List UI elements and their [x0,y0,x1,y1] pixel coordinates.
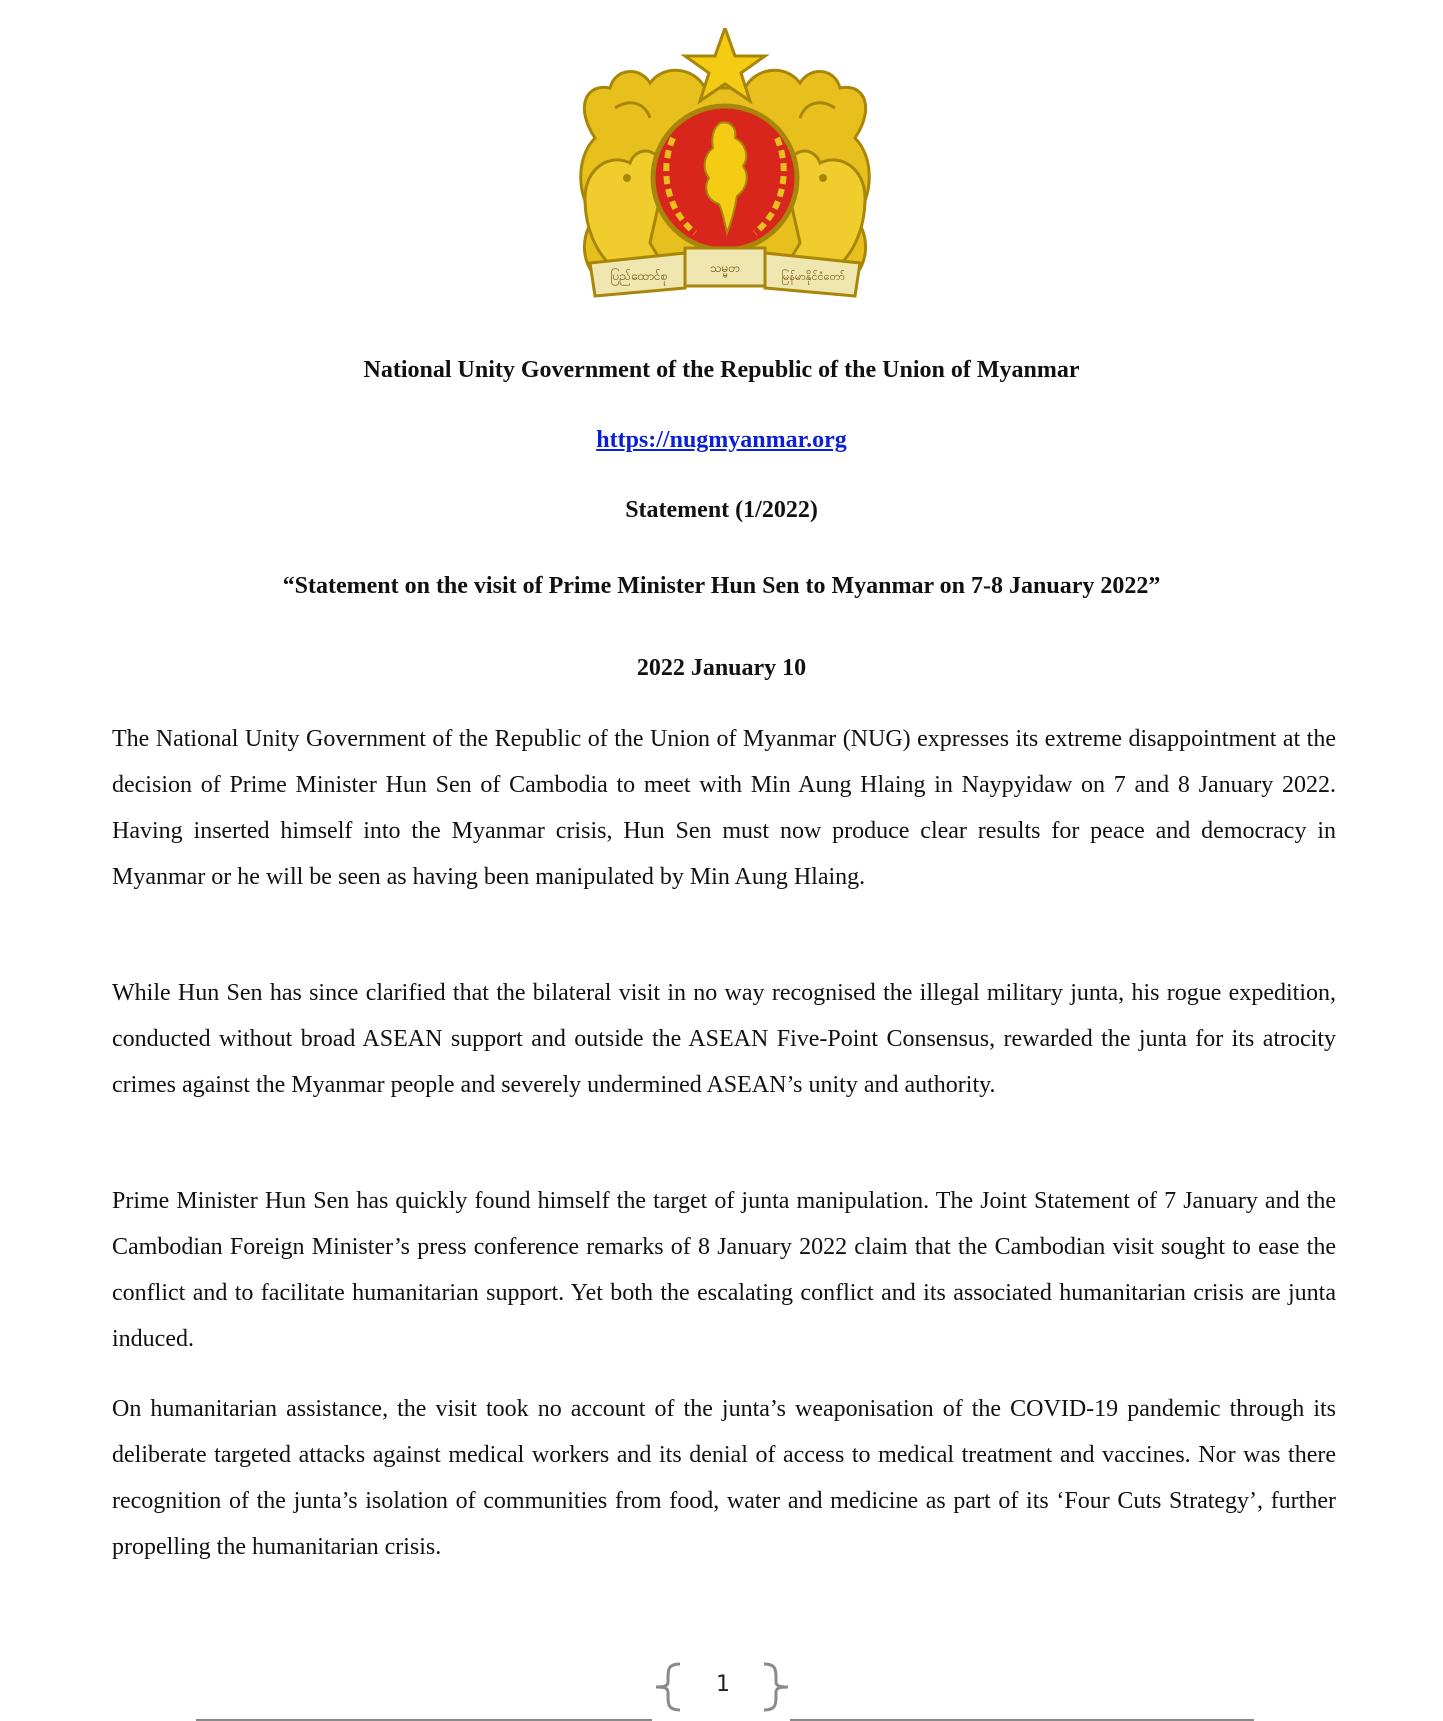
page-number: 1 [716,1672,730,1697]
statement-number: Statement (1/2022) [625,497,818,523]
statement-date: 2022 January 10 [636,655,807,681]
emblem-motto-center: သမ္မတ [709,261,741,275]
organization-name: National Unity Government of the Republic of the Union of Myanmar [363,357,1080,383]
website-link-container [0,425,1443,455]
emblem-motto-left: ပြည်ထောင်စု [610,269,668,283]
state-emblem [555,28,895,318]
body-paragraph: Prime Minister Hun Sen has quickly found himself the target of junta manipulation. The Joint Statement of 7 January and the Cambodian Foreign Minister’s press conference remarks of 8 January 2022 claim that the Cambodian visit sought to ease the conflict and to facilitate humanitarian support. Yet both the escalating conflict and its associated humanitarian crisis are junta induced. [112,1188,1336,1352]
website-link[interactable]: https://nugmyanmar.org [596,427,847,453]
body-paragraph: On humanitarian assistance, the visit took no account of the junta’s weaponisation of the COVID-19 pandemic through its deliberate targeted attacks against medical workers and its denial of access to medical treatment and vaccines. Nor was there recognition of the junta’s isolation of communities from food, water and medicine as part of its ‘Four Cuts Strategy’, further propelling the humanitarian crisis. [112,1396,1336,1560]
statement-title: “Statement on the visit of Prime Minister Hun Sen to Myanmar on 7-8 January 2022” [282,573,1161,599]
body-paragraph: The National Unity Government of the Republic of the Union of Myanmar (NUG) expresses its extreme disappointment at the decision of Prime Minister Hun Sen of Cambodia to meet with Min Aung Hlaing in Naypyidaw on 7 and 8 January 2022. Having inserted himself into the Myanmar crisis, Hun Sen must now produce clear results for peace and democracy in Myanmar or he will be seen as having been manipulated by Min Aung Hlaing. [112,726,1336,890]
footer-right-brace-icon [752,1662,792,1712]
body-paragraph: While Hun Sen has since clarified that the bilateral visit in no way recognised the illegal military junta, his rogue expedition, conducted without broad ASEAN support and outside the ASEAN Five-Point Consensus, rewarded the junta for its atrocity crimes against the Myanmar people and severely undermined ASEAN’s unity and authority. [112,980,1336,1098]
emblem-motto-right: မြန်မာနိုင်ငံတော် [781,270,845,283]
